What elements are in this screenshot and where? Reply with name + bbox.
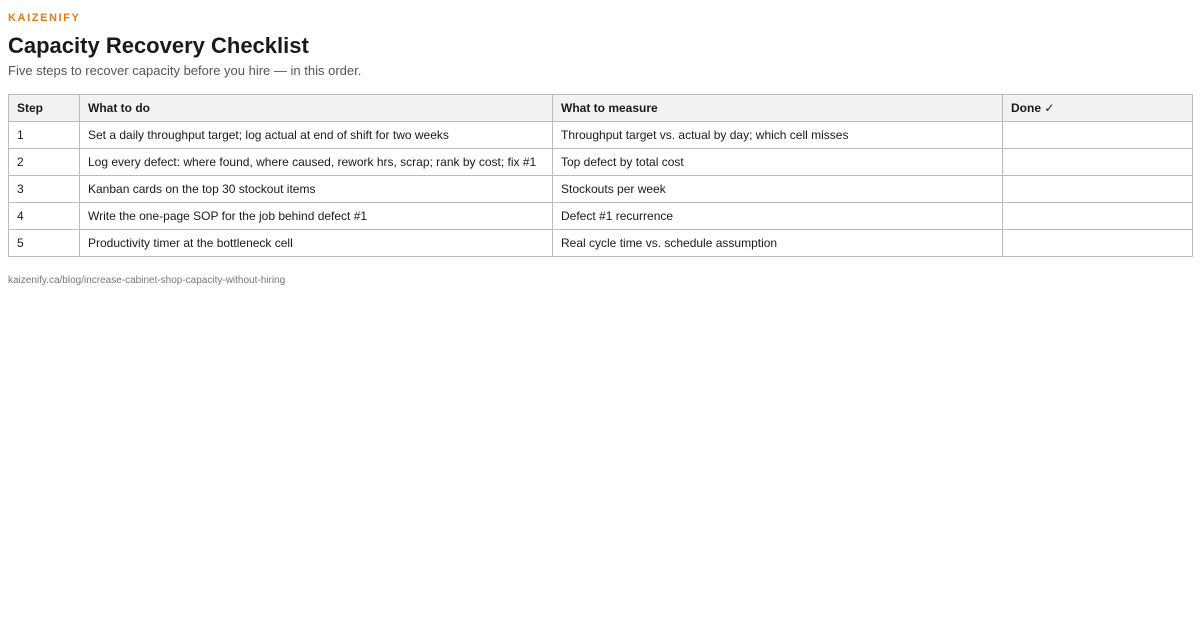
- checklist-table: [8, 94, 1193, 257]
- step-number: 5: [9, 230, 80, 257]
- action-cell: Log every defect: where found, where caused, rework hrs, scrap; rank by cost; fix #1: [80, 149, 553, 176]
- measure-cell: Defect #1 recurrence: [553, 203, 1003, 230]
- source-url: kaizenify.ca/blog/increase-cabinet-shop-capacity-without-hiring: [8, 275, 286, 286]
- measure-cell: Top defect by total cost: [553, 149, 1003, 176]
- brand-logo: KAIZENIFY: [8, 12, 81, 24]
- column-header-done: Done ✓: [1003, 95, 1193, 122]
- table-row: [9, 149, 1193, 176]
- action-cell: Write the one-page SOP for the job behind defect #1: [80, 203, 553, 230]
- step-number: 1: [9, 122, 80, 149]
- action-cell: Kanban cards on the top 30 stockout items: [80, 176, 553, 203]
- table-header-row: [9, 95, 1193, 122]
- column-header-what-to-do: What to do: [80, 95, 553, 122]
- table-row: [9, 176, 1193, 203]
- action-cell: Set a daily throughput target; log actual at end of shift for two weeks: [80, 122, 553, 149]
- table-row: [9, 122, 1193, 149]
- measure-cell: Throughput target vs. actual by day; which cell misses: [553, 122, 1003, 149]
- done-cell[interactable]: [1003, 149, 1193, 176]
- step-number: 2: [9, 149, 80, 176]
- done-cell[interactable]: [1003, 203, 1193, 230]
- done-cell[interactable]: [1003, 230, 1193, 257]
- table-row: [9, 230, 1193, 257]
- done-cell[interactable]: [1003, 176, 1193, 203]
- step-number: 4: [9, 203, 80, 230]
- column-header-what-to-measure: What to measure: [553, 95, 1003, 122]
- step-number: 3: [9, 176, 80, 203]
- action-cell: Productivity timer at the bottleneck cell: [80, 230, 553, 257]
- column-header-step: Step: [9, 95, 80, 122]
- checklist-page: [8, 0, 1192, 287]
- measure-cell: Stockouts per week: [553, 176, 1003, 203]
- page-subtitle: Five steps to recover capacity before you hire — in this order.: [8, 63, 362, 78]
- measure-cell: Real cycle time vs. schedule assumption: [553, 230, 1003, 257]
- table-row: [9, 203, 1193, 230]
- done-cell[interactable]: [1003, 122, 1193, 149]
- page-title: Capacity Recovery Checklist: [8, 33, 309, 58]
